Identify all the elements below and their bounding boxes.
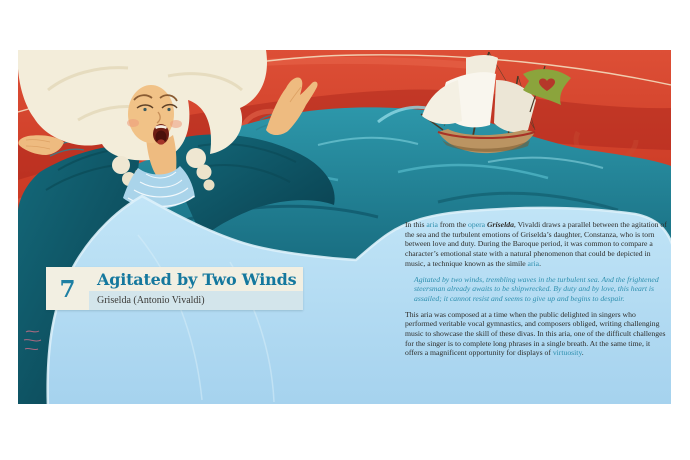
wig-curl (112, 156, 130, 174)
pupil (167, 108, 170, 111)
text-run: In this (405, 220, 427, 229)
blush (127, 119, 139, 127)
glossary-term[interactable]: opera (468, 220, 486, 229)
blush (170, 120, 182, 128)
article-text (405, 220, 669, 364)
text-run: . (581, 348, 584, 358)
text-run: , Vivaldi draws a parallel between the agitation of the sea and the turbulent emotions of Griselda’s daughter, Constanza, who is torn between love and duty. During the Baroque period, it was common to compare a character’s emotional state with a natural phenomenon that could be depicted in music, a technique known as the simile (405, 220, 667, 268)
pupil (143, 108, 146, 111)
chapter-subtitle: Griselda (Antonio Vivaldi) (89, 291, 303, 310)
tongue (157, 139, 165, 144)
aria-quote (414, 275, 667, 304)
glossary-term[interactable]: aria (527, 258, 540, 268)
text-run: from the (437, 220, 468, 229)
wig-curl (204, 180, 215, 191)
glossary-term[interactable]: aria (426, 220, 438, 229)
chapter-title-block (46, 267, 303, 310)
article-paragraph (405, 310, 669, 359)
text-run: Agitated by two winds, trembling waves in the turbulent sea. And the frightened steersman already awaits to be shipwrecked. By duty and by love, this heart is assailed; it cannot resist and seems to give up and begins to despair. (414, 274, 659, 303)
chapter-text (89, 267, 303, 310)
chapter-number: 7 (46, 267, 89, 310)
text-run: This aria was composed at a time when the public delighted in singers who performed veritable vocal gymnastics, and composers obliged, writing challenging music to showcase the skill of these divas. In this aria, one of the difficult challenges for the singer is to complete long phrases in a single breath. At the same time, it offers a magnificent opportunity for displays of (405, 309, 666, 358)
text-run: . (539, 258, 541, 268)
work-title: Griselda (487, 220, 514, 229)
article-paragraph (405, 220, 669, 269)
glossary-term[interactable]: virtuosity (552, 348, 582, 358)
chapter-title: Agitated by Two Winds (89, 267, 303, 291)
wig-curl (197, 165, 212, 180)
